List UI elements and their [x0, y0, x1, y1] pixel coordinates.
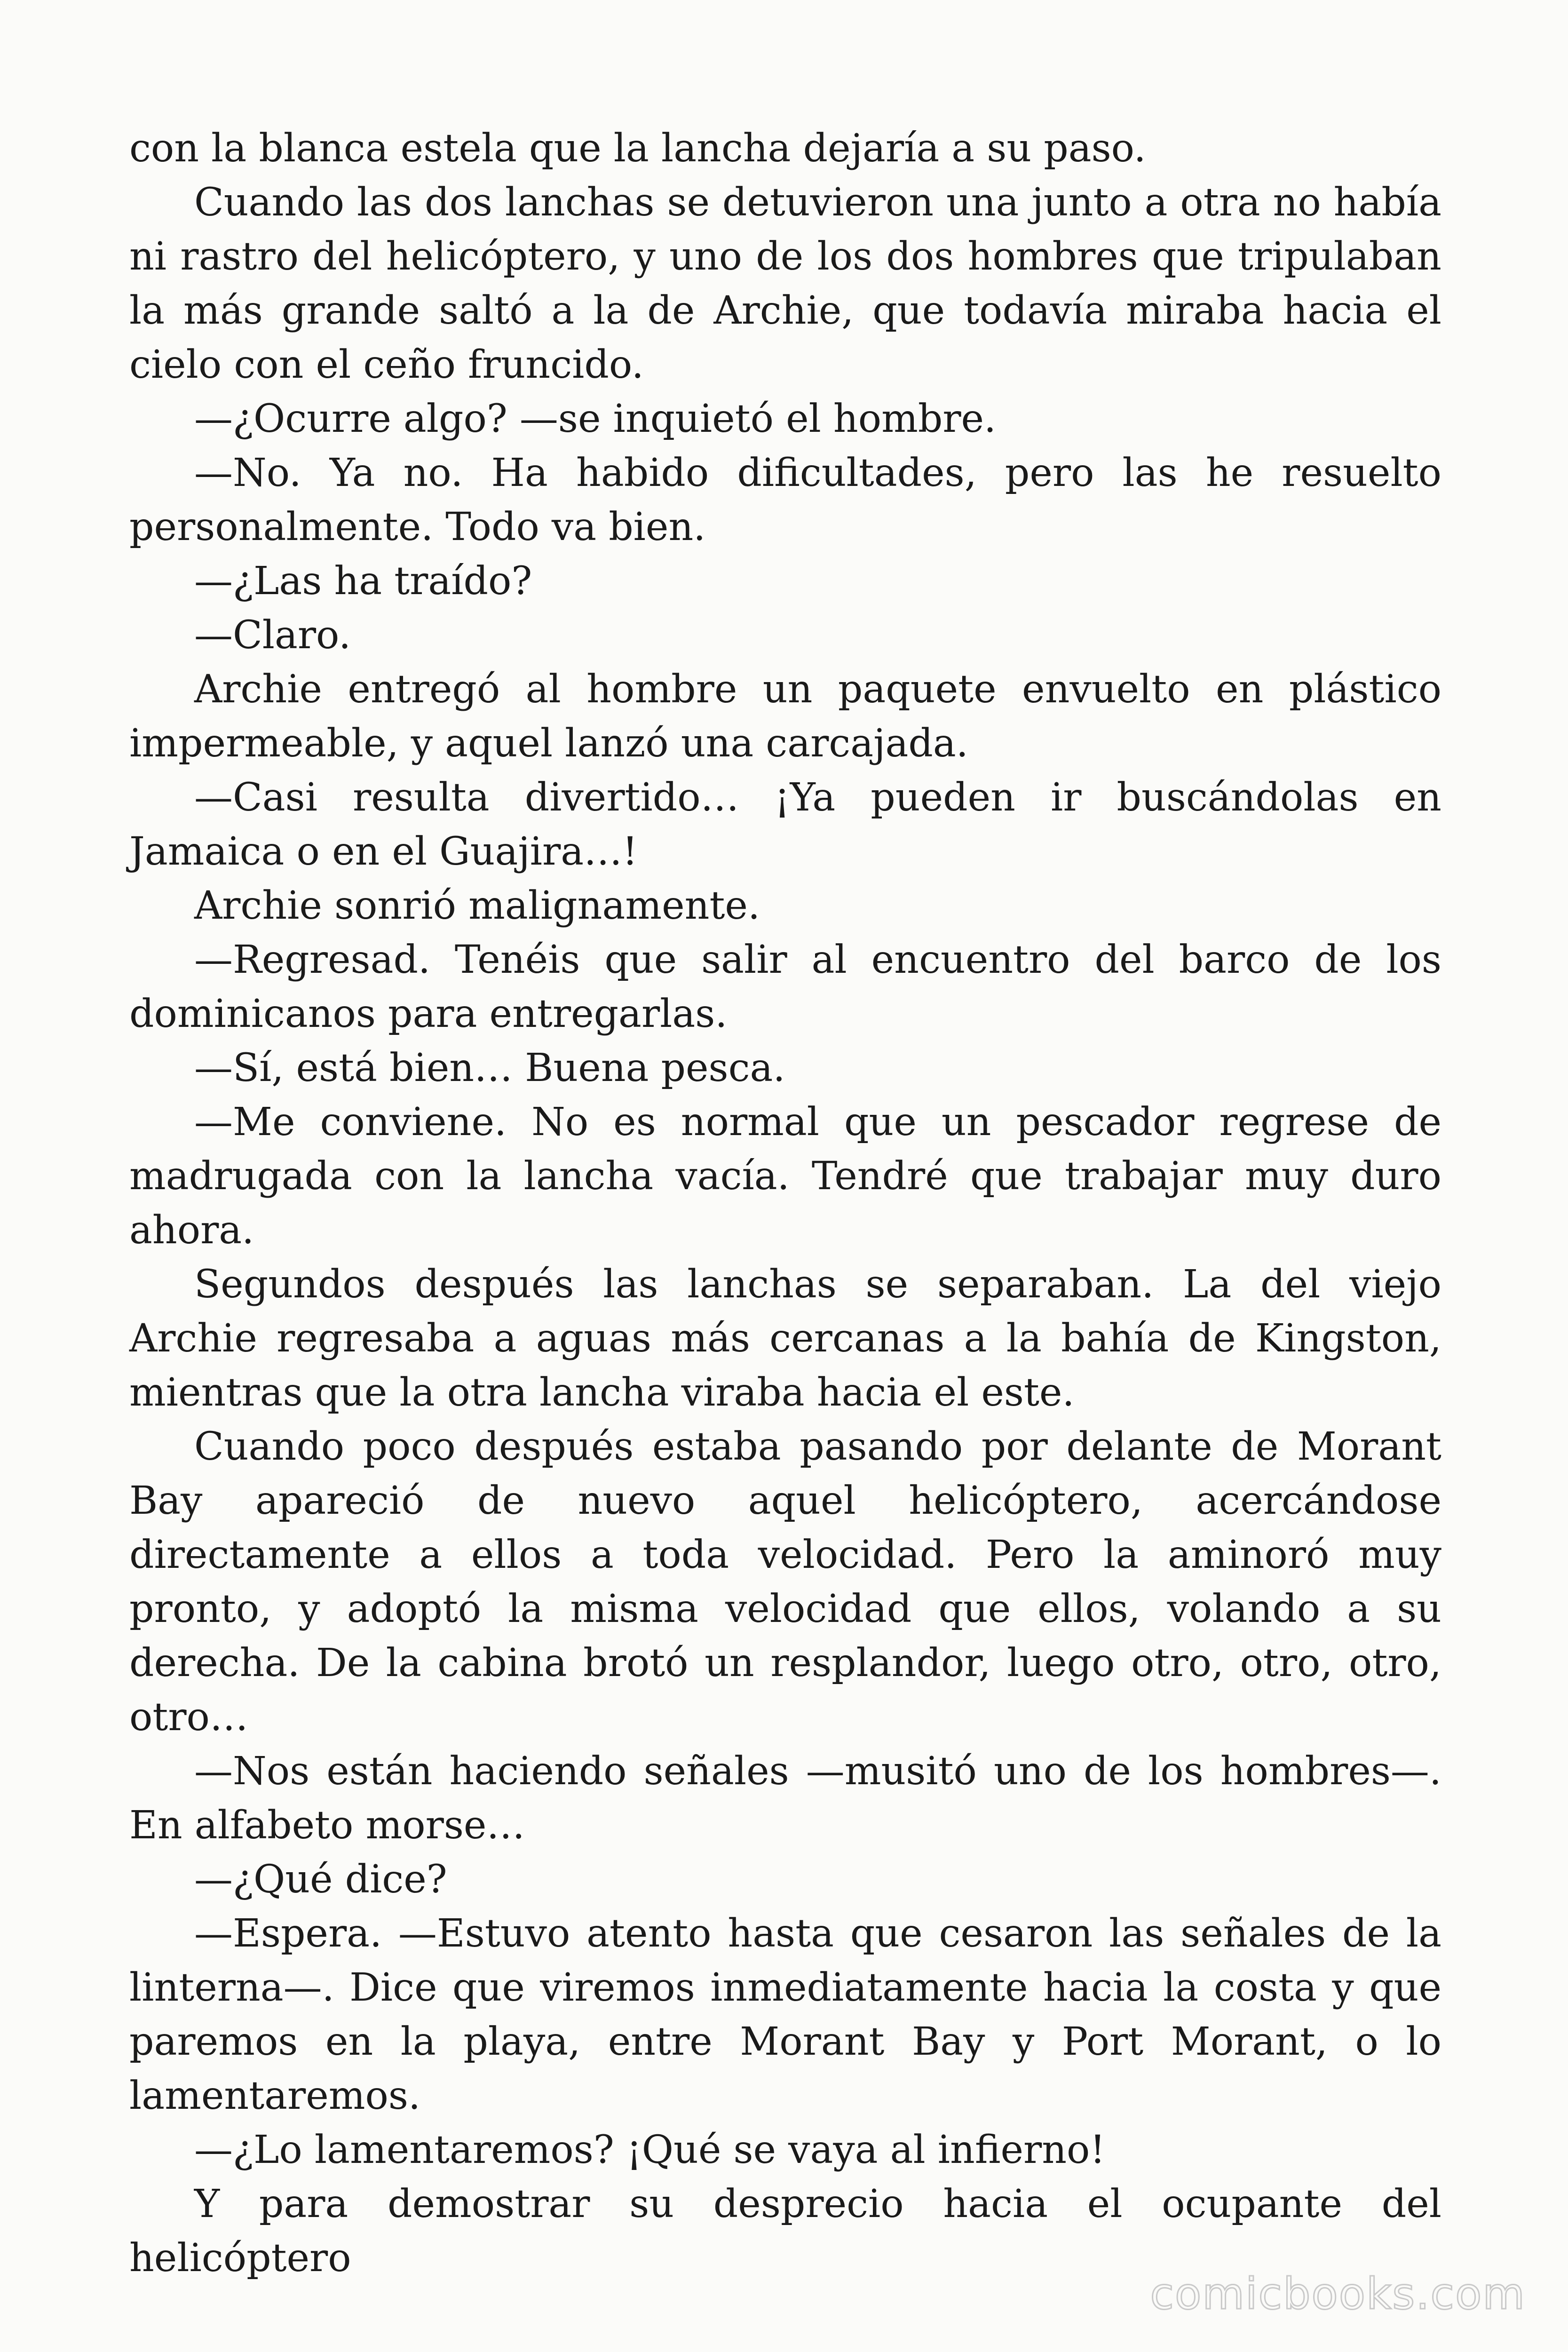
paragraph: Cuando las dos lanchas se detuvieron una junto a otra no había ni rastro del helicóptero, y uno de los dos hombres que tripulaban la más grande saltó a la de Archie, que todavía miraba hacia el cielo con el ceño fruncido. — [129, 180, 1441, 387]
paragraph: —¿Las ha traído? — [194, 559, 532, 604]
paragraph: —Nos están haciendo señales —musitó uno de los hombres—. En alfabeto morse… — [129, 1749, 1441, 1848]
paragraph: —¿Qué dice? — [194, 1857, 447, 1902]
paragraph: con la blanca estela que la lancha dejaría a su paso. — [129, 126, 1146, 171]
paragraph: —No. Ya no. Ha habido dificultades, pero las he resuelto personalmente. Todo va bien. — [129, 451, 1441, 549]
paragraph: Y para demostrar su desprecio hacia el ocupante del helicóptero — [129, 2182, 1441, 2280]
paragraph: Segundos después las lanchas se separaban. La del viejo Archie regresaba a aguas más cercanas a la bahía de Kingston, mientras que la otra lancha viraba hacia el este. — [129, 1262, 1441, 1415]
watermark: comicbooks.com — [1150, 2269, 1526, 2319]
paragraph: —Me conviene. No es normal que un pescador regrese de madrugada con la lancha vacía. Tendré que trabajar muy duro ahora. — [129, 1100, 1441, 1253]
paragraph: —¿Lo lamentaremos? ¡Qué se vaya al infierno! — [194, 2128, 1106, 2172]
paragraph: —Claro. — [194, 613, 351, 658]
paragraph: —Casi resulta divertido… ¡Ya pueden ir buscándolas en Jamaica o en el Guajira…! — [129, 775, 1441, 874]
paragraph: Archie sonrió malignamente. — [194, 883, 760, 928]
paragraph: Archie entregó al hombre un paquete envuelto en plástico impermeable, y aquel lanzó una carcajada. — [129, 667, 1441, 766]
paragraph: —Espera. —Estuvo atento hasta que cesaron las señales de la linterna—. Dice que viremos inmediatamente hacia la costa y que paremos en la playa, entre Morant Bay y Port Morant, o lo lamentaremos. — [129, 1911, 1441, 2118]
paragraph: Cuando poco después estaba pasando por delante de Morant Bay apareció de nuevo aquel helicóptero, acercándose directamente a ellos a toda velocidad. Pero la aminoró muy pronto, y adoptó la misma velocidad que ellos, volando a su derecha. De la cabina brotó un resplandor, luego otro, otro, otro, otro… — [129, 1424, 1441, 1740]
paragraph: —Regresad. Tenéis que salir al encuentro del barco de los dominicanos para entregarlas. — [129, 938, 1441, 1036]
paragraph: —¿Ocurre algo? —se inquietó el hombre. — [194, 397, 997, 441]
paragraph: —Sí, está bien… Buena pesca. — [194, 1046, 785, 1090]
body-text — [129, 121, 1441, 2285]
